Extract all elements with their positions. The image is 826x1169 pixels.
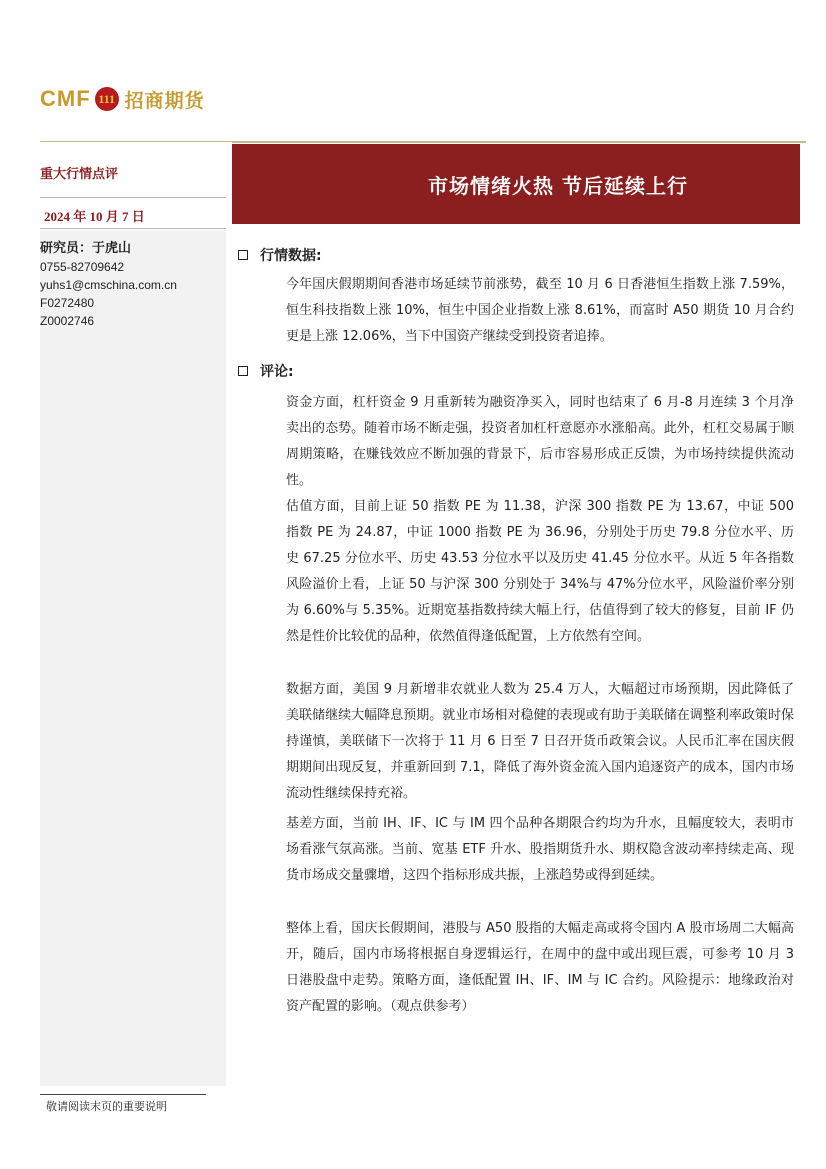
comment-paragraph-valuation: 估值方面，目前上证 50 指数 PE 为 11.38，沪深 300 指数 PE 为 13.67，中证 500 指数 PE 为 24.87，中证 1000 指数 PE 为 36.96，分别处于历史 79.8 分位水平、历史 67.25 分位水平、历史 43.53 分位水平以及历史 41.45 分位水平。从近 5 年各指数风险溢价上看，上证 50 与沪深 300 分别处于 34%与 47%分位水平，风险溢价率分别为 6.60%与 5.35%。近期宽基指数持续大幅上行，估值得到了较大的修复，目前 IF 仍然是性价比较优的品种，依然值得逢低配置，上方依然有空间。: [286, 499, 794, 644]
logo-badge-icon: 111: [95, 87, 119, 111]
title-divider: [232, 142, 806, 143]
section-heading-market-data: 行情数据:: [238, 245, 322, 265]
comment-paragraph-data: 数据方面，美国 9 月新增非农就业人数为 25.4 万人，大幅超过市场预期，因此降低了美联储继续大幅降息预期。就业市场相对稳健的表现或有助于美联储在调整利率政策时保持谨慎，美联储下一次将于 11 月 6 日至 7 日召开货币政策会议。人民币汇率在国庆假期期间出现反复，并重新回到 7.1，降低了海外资金流入国内追逐资产的成本，国内市场流动性继续保持充裕。: [286, 682, 794, 801]
comment-paragraph-funds: 资金方面，杠杆资金 9 月重新转为融资净买入，同时也结束了 6 月-8 月连续 3 个月净卖出的态势。随着市场不断走强，投资者加杠杆意愿亦水涨船高。此外，杠杠交易属于顺周期策略，在赚钱效应不断加强的背景下，后市容易形成正反馈，为市场持续提供流动性。: [286, 395, 794, 488]
footer-divider: [40, 1094, 206, 1095]
author-name: 研究员：于虎山: [40, 241, 132, 256]
checkbox-bullet-icon: [238, 250, 248, 260]
comment-paragraph-basis: 基差方面，当前 IH、IF、IC 与 IM 四个品种各期限合约均为升水，且幅度较大，表明市场看涨气氛高涨。当前、宽基 ETF 升水、股指期货升水、期权隐含波动率持续走高、现货市场成交量骤增，这四个指标形成共振，上涨趋势或得到延续。: [286, 816, 794, 883]
sidebar-divider: [40, 228, 226, 229]
company-logo: [40, 84, 205, 114]
report-category: 重大行情点评: [40, 167, 119, 182]
section-heading-comment: 评论:: [238, 361, 294, 381]
page-title: 市场情绪火热 节后延续上行: [428, 173, 688, 198]
author-phone: 0755-82709642: [40, 260, 125, 274]
logo-cn-text: 招商期货: [124, 89, 205, 112]
logo-en-text: CMF: [40, 86, 91, 111]
title-banner: [232, 144, 800, 224]
comment-paragraph-overall: 整体上看，国庆长假期间，港股与 A50 股指的大幅走高或将令国内 A 股市场周二大幅高开，随后，国内市场将根据自身逻辑运行，在周中的盘中或出现巨震，可参考 10 月 3 日港股盘中走势。策略方面，逢低配置 IH、IF、IM 与 IC 合约。风险提示：地缘政治对资产配置的影响。（观点供参考）: [286, 921, 794, 1014]
sidebar-panel: [40, 230, 226, 1086]
footer-disclaimer: 敬请阅读末页的重要说明: [46, 1100, 167, 1113]
author-email: yuhs1@cmschina.com.cn: [40, 278, 177, 292]
checkbox-bullet-icon: [238, 366, 248, 376]
report-date: 2024 年 10 月 7 日: [44, 209, 145, 224]
author-cert-z: Z0002746: [40, 314, 95, 328]
author-cert-f: F0272480: [40, 296, 95, 310]
sidebar-divider: [40, 197, 226, 198]
market-data-paragraph: 今年国庆假期期间香港市场延续节前涨势，截至 10 月 6 日香港恒生指数上涨 7.59%，恒生科技指数上涨 10%，恒生中国企业指数上涨 8.61%，而富时 A50 期货 10 月合约更是上涨 12.06%，当下中国资产继续受到投资者追捧。: [286, 277, 794, 344]
